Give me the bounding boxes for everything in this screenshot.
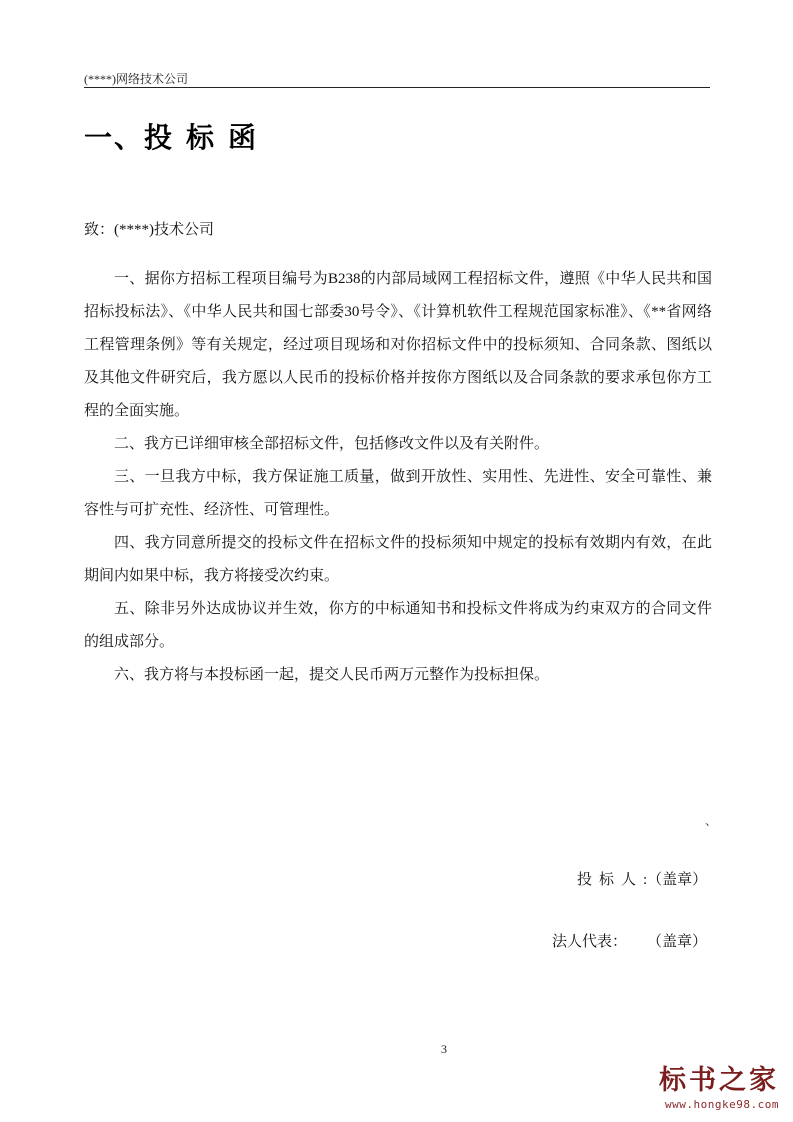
stray-mark: 、 [705, 814, 718, 828]
title-prefix: 一、 [84, 121, 145, 154]
header-divider [84, 87, 710, 88]
header-company: (****)网络技术公司 [84, 72, 188, 86]
paragraph-2: 二、我方已详细审核全部招标文件，包括修改文件以及有关附件。 [114, 436, 550, 452]
paragraph-6: 六、我方将与本投标函一起，提交人民币两万元整作为投标担保。 [114, 667, 550, 683]
signature-bidder [577, 868, 707, 889]
signature-legal-rep [552, 930, 707, 951]
watermark [641, 1064, 791, 1112]
page-title [84, 116, 270, 156]
bidder-stamp: :（盖章） [643, 872, 708, 888]
page-number: 3 [441, 1042, 447, 1056]
watermark-logo: 标书之家 [659, 1065, 779, 1096]
legal-rep-stamp: （盖章） [647, 934, 708, 950]
paragraph-3: 三、一旦我方中标，我方保证施工质量，做到开放性、实用性、先进性、安全可靠性、兼容性与可扩充性、经济性、可管理性。 [84, 469, 712, 518]
bidder-label: 投标人 [577, 872, 644, 888]
paragraph-4: 四、我方同意所提交的投标文件在招标文件的投标须知中规定的投标有效期内有效，在此期间内如果中标，我方将接受次约束。 [84, 535, 712, 584]
salutation: 致：(****)技术公司 [84, 222, 214, 238]
watermark-url: www.hongke98.com [665, 1098, 779, 1111]
paragraph-1: 一、据你方招标工程项目编号为B238的内部局域网工程招标文件，遵照《中华人民共和国招标投标法》、《中华人民共和国七部委30号令》、《计算机软件工程规范国家标准》、《**省网络工程管理条例》等有关规定，经过项目现场和对你招标文件中的投标须知、合同条款、图纸以及其他文件研究后，我方愿以人民币的投标价格并按你方图纸以及合同条款的要求承包你方工程的全面实施。 [84, 271, 712, 419]
letter-body [84, 263, 712, 692]
paragraph-5: 五、除非另外达成协议并生效，你方的中标通知书和投标文件将成为约束双方的合同文件的组成部分。 [84, 601, 712, 650]
legal-rep-label: 法人代表： [552, 934, 628, 950]
title-text: 投标函 [144, 121, 271, 154]
